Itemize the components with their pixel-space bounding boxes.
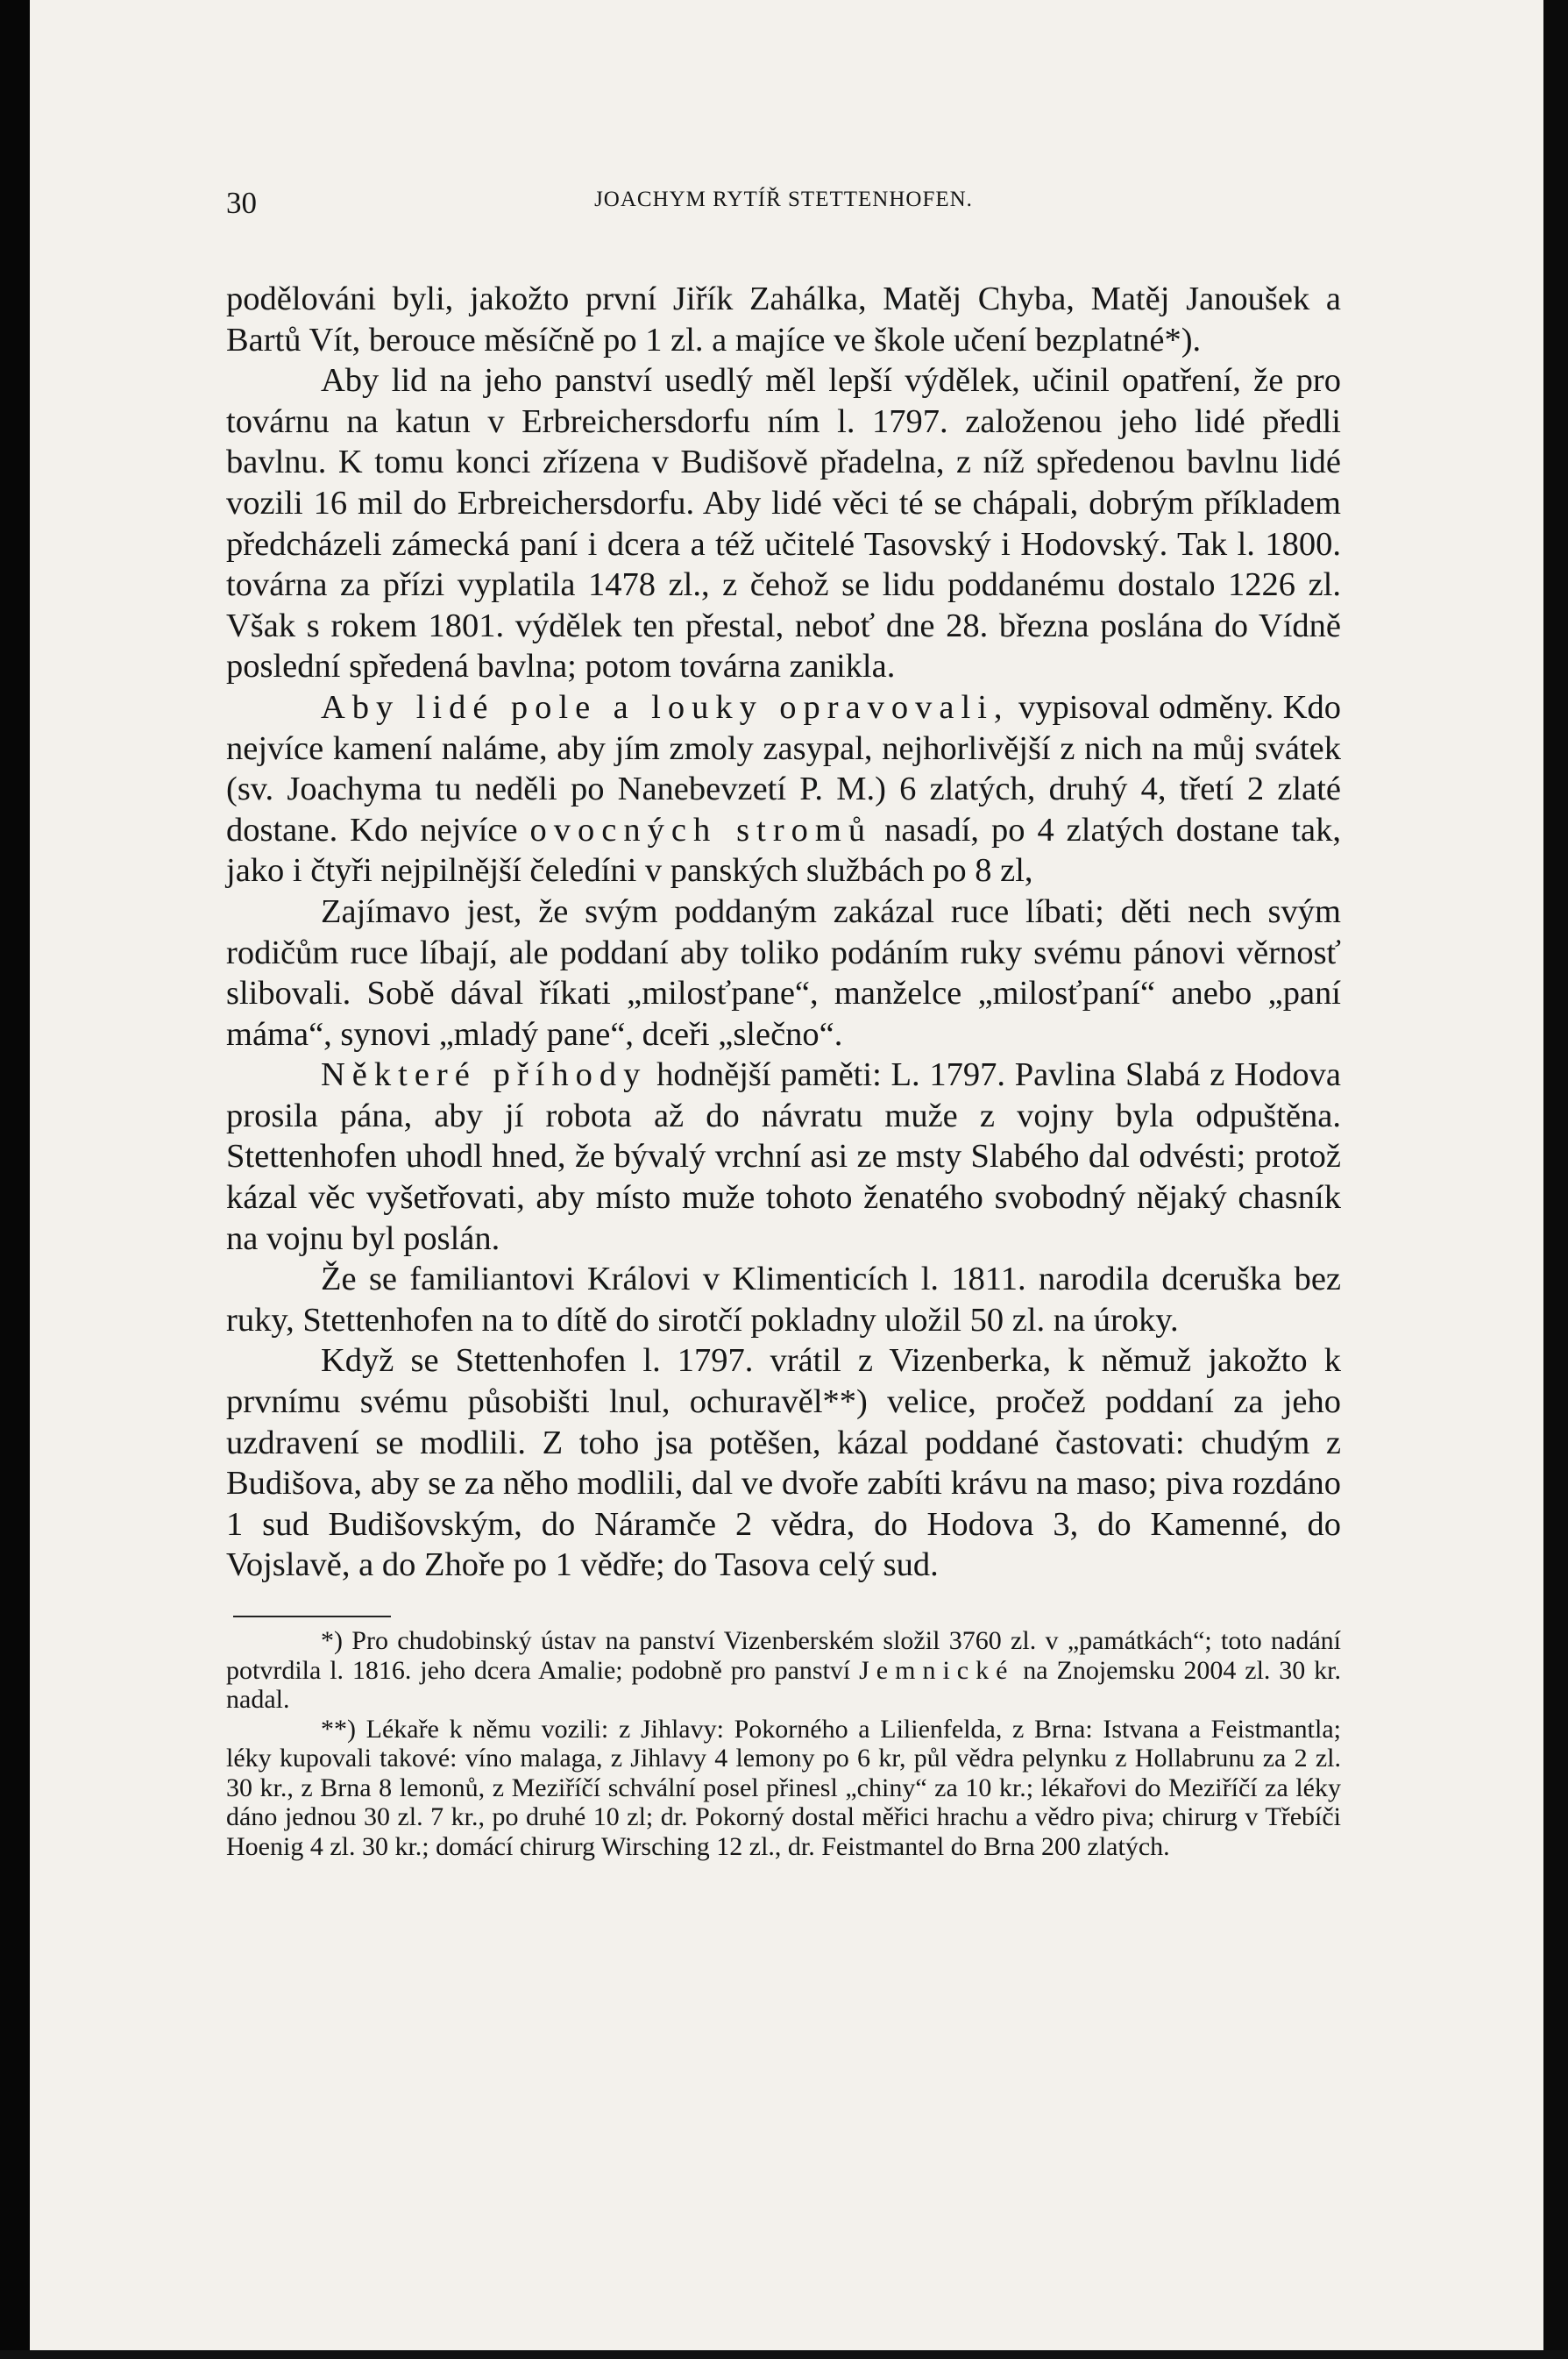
- spaced-phrase: ovocných stromů: [529, 811, 873, 849]
- footnote-1-text-b: na Znojemsku 2004 zl. 30 kr. nadal.: [226, 1655, 1341, 1714]
- footnote-1-text-a: *) Pro chudobinský ústav na panství Vizenberském složil 3760 zl. v „památkách“; toto nadání potvrdila l. 1816. jeho dcera Amalie; podobně pro panství: [226, 1626, 1341, 1685]
- spaced-phrase: Jemnické: [859, 1655, 1015, 1685]
- paragraph-3-text-a: vypisoval odměny. Kdo nejvíce kamení naláme, aby jím zmoly zasypal, nejhorlivější z nich na můj svátek (sv. Joachyma tu neděli po Nanebevzetí P. M.) 6 zlatých, druhý 4, třetí 2 zlaté dostane. Kdo nejvíce: [226, 688, 1341, 849]
- running-title: JOACHYM RYTÍŘ STETTENHOFEN.: [594, 188, 973, 211]
- scan-border-right: [1543, 0, 1568, 2359]
- scan-border-left: [0, 0, 30, 2359]
- paragraph-6: Že se familiantovi Královi v Klimenticích l. 1811. narodila dceruška bez ruky, Stettenhofen na to dítě do sirotčí pokladny uložil 50 zl. na úroky.: [226, 1261, 1341, 1339]
- paragraph-4: Zajímavo jest, že svým poddaným zakázal ruce líbati; děti nech svým rodičům ruce líbají, ale poddaní aby toliko podáním ruky svému pánovi věrnosť slibovali. Sobě dával říkati „milosťpane“, manželce „milosťpaní“ anebo „paní máma“, synovi „mladý pane“, dceři „slečno“.: [226, 892, 1341, 1053]
- book-page: [226, 175, 1341, 1861]
- spaced-phrase: Některé příhody: [321, 1056, 648, 1094]
- paragraph-1: podělováni byli, jakožto první Jiřík Zahálka, Matěj Chyba, Matěj Janoušek a Bartů Vít, berouce měsíčně po 1 zl. a majíce ve škole učení bezplatné*).: [226, 281, 1341, 359]
- paragraph-3-text-b: nasadí, po 4 zlatých dostane tak, jako i čtyři nejpilnější čeledíni v panských službách po 8 zl,: [226, 811, 1341, 890]
- footnotes: [226, 1626, 1341, 1861]
- paragraph-3: [226, 687, 1341, 892]
- body-text: [226, 279, 1341, 1586]
- spaced-phrase: Aby lidé pole a louky opravovali,: [321, 688, 1010, 726]
- scan-border-bottom: [0, 2350, 1568, 2359]
- paragraph-7: Když se Stettenhofen l. 1797. vrátil z Vizenberka, k němuž jakožto k prvnímu svému působišti lnul, ochuravěl**) velice, pročež poddaní za jeho uzdravení se modlili. Z toho jsa potěšen, kázal poddané častovati: chudým z Budišova, aby se za něho modlili, dal ve dvoře zabíti krávu na maso; piva rozdáno 1 sud Budišovským, do Náramče 2 vědra, do Hodova 3, do Kamenné, do Vojslavě, a do Zhoře po 1 vědře; do Tasova celý sud.: [226, 1342, 1341, 1584]
- paragraph-5: [226, 1055, 1341, 1259]
- running-head: [226, 175, 1341, 228]
- footnote-1: [226, 1626, 1341, 1715]
- page-number: 30: [226, 186, 257, 220]
- paragraph-5-text: hodnější paměti: L. 1797. Pavlina Slabá z Hodova prosila pána, aby jí robota až do návratu muže z vojny byla odpuštěna. Stettenhofen uhodl hned, že bývalý vrchní asi ze msty Slabého dal odvésti; protož kázal věc vyšetřovati, aby místo muže tohoto ženatého svobodný nějaký chasník na vojnu byl poslán.: [226, 1056, 1341, 1257]
- paragraph-2: Aby lid na jeho panství usedlý měl lepší výdělek, učinil opatření, že pro továrnu na katun v Erbreichersdorfu ním l. 1797. založenou jeho lidé předli bavlnu. K tomu konci zřízena v Budišově přadelna, z níž spředenou bavlnu lidé vozili 16 mil do Erbreichersdorfu. Aby lidé věci té se chápali, dobrým příkladem předcházeli zámecká paní i dcera a též učitelé Tasovský i Hodovský. Tak l. 1800. továrna za přízi vyplatila 1478 zl., z čehož se lidu poddanému dostalo 1226 zl. Však s rokem 1801. výdělek ten přestal, neboť dne 28. března poslána do Vídně poslední spředená bavlna; potom továrna zanikla.: [226, 362, 1341, 686]
- footnote-rule: [233, 1616, 391, 1617]
- footnote-2: **) Lékaře k němu vozili: z Jihlavy: Pokorného a Lilienfelda, z Brna: Istvana a Feistmantla; léky kupovali takové: víno malaga, z Jihlavy 4 lemony po 6 kr, půl vědra pelynku z Hollabrunu za 2 zl. 30 kr., z Brna 8 lemonů, z Meziříčí schvální posel přinesl „chiny“ za 10 kr.; lékařovi do Meziříčí za léky dáno jednou 30 zl. 7 kr., po druhé 10 zl; dr. Pokorný dostal měřici hrachu a vědro piva; chirurg v Třebíči Hoenig 4 zl. 30 kr.; domácí chirurg Wirsching 12 zl., dr. Feistmantel do Brna 200 zlatých.: [226, 1714, 1341, 1861]
